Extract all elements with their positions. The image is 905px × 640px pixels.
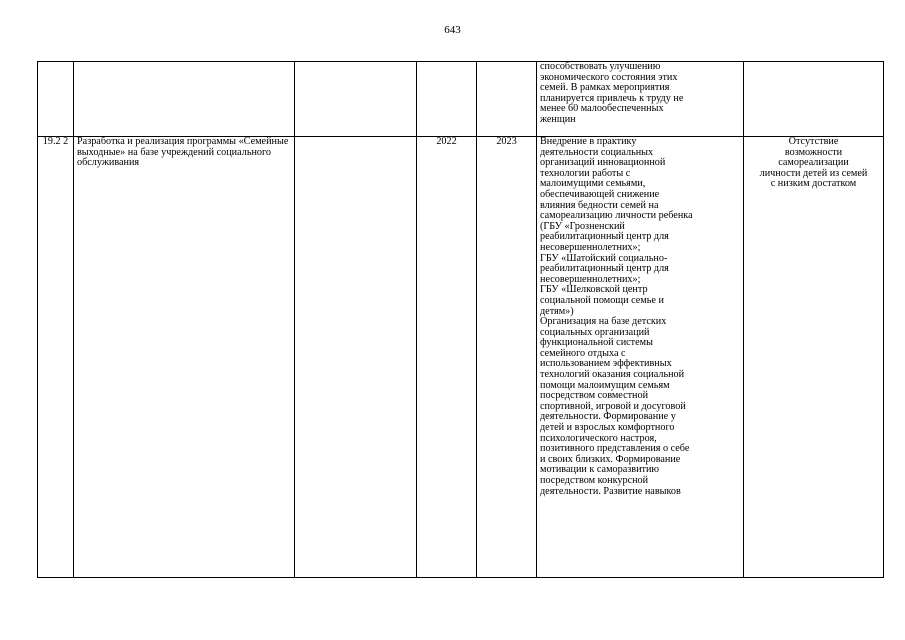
text-line: Отсутствие <box>788 136 839 147</box>
table-row <box>38 62 884 137</box>
measure-name-cell: Разработка и реализация программы «Семейные выходные» на базе учреждений социального обслуживания <box>74 137 295 578</box>
text-line: позитивного представления о себе <box>540 443 690 455</box>
text-line: Внедрение в практику <box>540 136 637 147</box>
text-line: деятельности. Развитие навыков <box>540 485 681 497</box>
row-number-cell <box>38 62 74 137</box>
text-line: малоимущими семьями, <box>540 178 646 190</box>
text-line: социальных организаций <box>540 326 650 338</box>
text-line: семейного отдыха с <box>540 347 626 359</box>
expected-results-cell <box>537 62 744 137</box>
text-line: влияния бедности семей на <box>540 199 659 211</box>
expected-results-cell <box>537 137 744 578</box>
text-line: реабилитационный центр для <box>540 263 669 275</box>
text-line: семей. В рамках мероприятия <box>540 82 670 94</box>
text-line: самореализации <box>778 157 849 169</box>
text-line: посредством конкурсной <box>540 475 649 486</box>
text-line: самореализацию личности ребенка <box>540 210 693 222</box>
text-line: и своих близких. Формирование <box>540 453 681 465</box>
text-line: несовершеннолетних»; <box>540 273 641 285</box>
measures-table <box>37 61 884 578</box>
text-line: менее 60 малообеспеченных <box>540 103 664 115</box>
text-line: обеспечивающей снижение <box>540 188 660 200</box>
text-line: детей и взрослых комфортного <box>540 422 675 434</box>
measure-name-cell <box>74 62 295 137</box>
row-number-cell: 19.2 2 <box>38 137 74 578</box>
empty-cell <box>295 62 417 137</box>
problem-cell <box>744 62 884 137</box>
text-line: личности детей из семей <box>759 167 868 179</box>
text-line: посредством совместной <box>540 390 649 402</box>
text-line: планируется привлечь к труду не <box>540 92 684 104</box>
table-row <box>38 137 884 578</box>
text-line: помощи малоимущим семьям <box>540 379 670 391</box>
text-line: технологии работы с <box>540 167 631 179</box>
text-line: технологий оказания социальной <box>540 369 685 381</box>
end-year-cell <box>477 62 537 137</box>
page-number: 643 <box>444 24 461 36</box>
text-line: функциональной системы <box>540 337 653 349</box>
text-line: несовершеннолетних»; <box>540 241 641 253</box>
text-line: организаций инновационной <box>540 157 666 169</box>
text-line: социальной помощи семье и <box>540 294 664 306</box>
text-line: экономического состояния этих <box>540 71 678 83</box>
end-year-cell: 2023 <box>477 137 537 578</box>
start-year-cell <box>417 62 477 137</box>
text-line: психологического настроя, <box>540 432 657 444</box>
text-line: возможности <box>784 146 843 158</box>
text-line: реабилитационный центр для <box>540 231 669 243</box>
text-line: деятельности социальных <box>540 146 654 158</box>
text-line: женщин <box>540 113 576 125</box>
text-line: деятельности. Формирование у <box>540 411 676 423</box>
text-line: способствовать улучшению <box>540 61 661 72</box>
text-line: мотивации к саморазвитию <box>540 464 660 476</box>
text-line: ГБУ «Шатойский социально- <box>540 252 668 264</box>
start-year-cell: 2022 <box>417 137 477 578</box>
text-line: использованием эффективных <box>540 358 672 370</box>
text-line: ГБУ «Шелковской центр <box>540 284 648 296</box>
text-line: Организация на базе детских <box>540 316 667 328</box>
text-line: с низким достатком <box>770 178 857 190</box>
text-line: (ГБУ «Грозненский <box>540 220 625 232</box>
text-line: спортивной, игровой и досуговой <box>540 400 686 412</box>
empty-cell <box>295 137 417 578</box>
text-line: детям») <box>540 305 574 317</box>
problem-cell <box>744 137 884 578</box>
